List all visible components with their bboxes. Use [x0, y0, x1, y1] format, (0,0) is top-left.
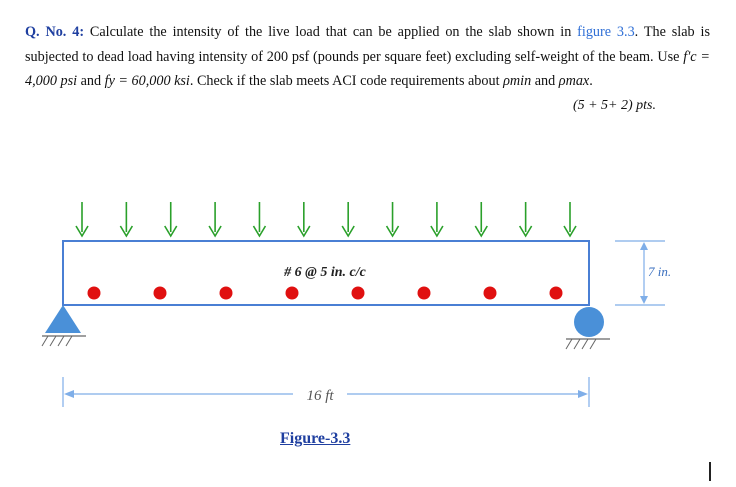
question-text-2: . The slab is subjected to dead load having intensity of 200 psf (pounds per square feet) excluding self-weight of the beam. Use	[25, 24, 710, 65]
load-arrow	[387, 202, 399, 236]
load-arrow	[253, 202, 265, 236]
question-number: Q. No. 4:	[25, 24, 85, 40]
rebar-dot	[418, 287, 431, 300]
load-arrow	[76, 202, 88, 236]
roller-support	[566, 307, 610, 349]
rebar-dot	[352, 287, 365, 300]
load-arrow	[520, 202, 532, 236]
fc-value: f′c = 4,000 psi	[25, 48, 710, 89]
rho-max: ρmax	[558, 73, 590, 89]
points-label: (5 + 5+ 2) pts.	[572, 98, 656, 113]
question-text-1: Calculate the intensity of the live load that can be applied on the slab shown in	[84, 24, 578, 40]
question-text-6: .	[589, 73, 593, 89]
question-text-3: and	[77, 73, 105, 89]
depth-label: 7 in.	[648, 264, 672, 279]
rebar-dot	[154, 287, 167, 300]
load-arrow	[120, 202, 132, 236]
load-arrow	[475, 202, 487, 236]
rho-min: ρmin	[503, 73, 532, 89]
figure-link[interactable]: figure 3.3	[577, 24, 635, 40]
question-text-4: . Check if the slab meets ACI code requirements about	[189, 73, 504, 89]
load-arrow	[209, 202, 221, 236]
figure-caption: Figure-3.3	[280, 430, 351, 447]
rebar-dots	[88, 287, 563, 300]
span-label: 16 ft	[306, 388, 334, 404]
load-arrow	[298, 202, 310, 236]
load-arrow	[564, 202, 576, 236]
fy-value: fy = 60,000 ksi	[104, 73, 190, 89]
rebar-dot	[286, 287, 299, 300]
load-arrow	[342, 202, 354, 236]
text-cursor	[709, 462, 711, 481]
rebar-dot	[484, 287, 497, 300]
question-text-5: and	[531, 73, 559, 89]
rebar-label: # 6 @ 5 in. c/c	[284, 265, 366, 280]
load-arrow	[431, 202, 443, 236]
rebar-dot	[550, 287, 563, 300]
rebar-dot	[220, 287, 233, 300]
live-load-arrows	[76, 202, 576, 236]
load-arrow	[165, 202, 177, 236]
pin-support	[42, 305, 86, 346]
rebar-dot	[88, 287, 101, 300]
